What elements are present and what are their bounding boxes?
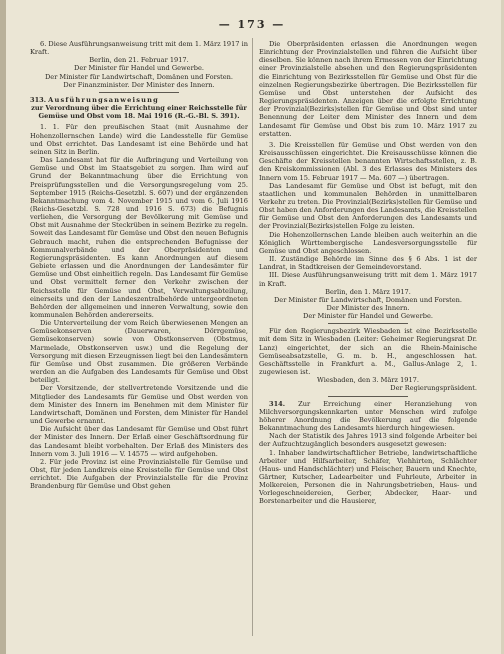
section-title: Ausführungsanweisung <box>48 95 159 104</box>
column-divider <box>252 38 253 636</box>
signature: Der Minister des Innern. <box>326 304 410 312</box>
section-subtitle: zur Verordnung über die Errichtung einer Reichsstelle für Gemüse und Obst vom 18. Mai 1916 (R.-G.-Bl. S. 391). <box>31 104 247 121</box>
paragraph: Die Hohenzollernschen Lande bleiben auch weiterhin an die Königlich Württembergische Landesversorgungsstelle für Gemüse und Obst angeschlossen. <box>259 230 477 255</box>
section-number: 313. <box>30 95 47 104</box>
paragraph: Nach der Statistik des Jahres 1913 sind folgende Arbeiter bei der Aufzuchtzugänglich besonders ausgesetzt gewesen: <box>259 432 477 449</box>
paragraph: Die Aufsicht über das Landesamt für Gemüse und Obst führt der Minister des Innern. Der Erlaß einer Geschäftsordnung für das Landesamt bleibt vorbehalten. Der Erlaß des Ministers des Innern vom 3. Juli 1916 — V. 14575 — wird aufgehoben. <box>30 425 248 458</box>
binding-spine <box>0 0 6 654</box>
paragraph: 2. Für jede Provinz ist eine Provinzialstelle für Gemüse und Obst, für jeden Landkreis eine Kreisstelle für Gemüse und Obst errichtet. Die Aufgaben der Provinzialstelle für die Provinz Brandenburg für Gemüse und Obst gehen <box>30 457 248 491</box>
paragraph-text: Zur Erreichung einer Heranziehung von Milchversorgungskennkarten unter Menschen wird zufolge höherer Anordnung die Bevölkerung auf die folgende Bekanntmachung des Landesamts hierdurch hingewiesen. <box>259 399 477 433</box>
paragraph: 3. Die Kreisstellen für Gemüse und Obst werden von den Kreisausschüssen eingerichtet. Die Kreisausschüsse können die Geschäfte der Kreisstellen benannten Wirtschaftsstellen, z. B. den Kreiskommissionen (Abl. 3 des Erlasses des Ministers des Innern vom 15. Februar 1917 — Ma. 607 —) übertragen. <box>259 140 477 182</box>
paragraph: Für den Regierungsbezirk Wiesbaden ist eine Bezirksstelle mit dem Sitz in Wiesbaden (Leiter: Geheimer Regierungsrat Dr. Lanz) eingerichtet, der sich an die Rhein-Mainische Gemüseabsatzstelle, G. m. b. H., angeschlossen hat. Geschäftsstelle in Frankfurt a. M., Gallus-Anlage 2, 1. zugewiesen ist. <box>259 327 477 377</box>
signature: Der Minister für Landwirtschaft, Domänen und Forsten. <box>274 295 462 304</box>
signature: Der Minister für Landwirtschaft, Domänen und Forsten. <box>45 72 233 81</box>
signature: Der Regierungspräsident. <box>390 384 477 393</box>
date-line: Wiesbaden, den 3. März 1917. <box>317 376 419 385</box>
section-rule <box>328 323 408 324</box>
signature: Der Finanzminister. Der Minister des Innern. <box>63 80 215 89</box>
signature: Der Minister für Handel und Gewerbe. <box>303 312 433 321</box>
paragraph: Die Unterverteilung der vom Reich überwiesenen Mengen an Gemüsekonserven (Dauerwaren, Dörrgemüse, Gemüsekonserven) sowie von Obstkonserven (Obstmus, Marmelade, Obstkonserven usw.) und die Regelung der Versorgung mit diesen Erzeugnissen liegt bei den Landesämtern für Gemüse und Obst zusammen. Die größeren Verbände werden an die Aufgaben des Landesamts für Gemüse und Obst beteiligt. <box>30 319 248 385</box>
paragraph: Der Vorsitzende, der stellvertretende Vorsitzende und die Mitglieder des Landesamts für Gemüse und Obst werden von dem Minister des Innern im Benehmen mit dem Minister für Landwirtschaft, Domänen und Forsten, dem Minister für Handel und Gewerbe ernannt. <box>30 384 248 426</box>
paragraph: III. Diese Ausführungsanweisung tritt mit dem 1. März 1917 in Kraft. <box>259 271 477 288</box>
section-number: 314. <box>269 399 286 408</box>
paragraph: Die Oberpräsidenten erlassen die Anordnungen wegen Einrichtung der Provinzialstellen und führen die Aufsicht über dieselben. Sie können nach ihrem Ermessen von der Einrichtung einer Provinzialstelle absehen und den Regierungspräsidenten die Einrichtung von Bezirksstellen für Gemüse und Obst für die einzelnen Regierungsbezirke übertragen. Die Bezirksstellen für Gemüse und Obst unterstehen der Aufsicht des Regierungspräsidenten. Anzeigen über die erfolgte Errichtung der Provinzial(Bezirks)stellen für Gemüse und Obst sind unter Benennung der Leiter dem Minister des Innern und dem Landesamt für Gemüse und Obst bis zum 10. März 1917 zu erstatten. <box>259 40 477 138</box>
date-line: Berlin, den 21. Februar 1917. <box>89 56 189 65</box>
signature: Der Minister für Handel und Gewerbe. <box>74 64 204 73</box>
right-column <box>259 40 477 506</box>
paragraph: Das Landesamt für Gemüse und Obst ist befugt, mit den staatlichen und kommunalen Behörden in unmittelbaren Verkehr zu treten. Die Provinzial(Bezirks)stellen für Gemüse und Obst haben den Anforderungen des Landesamts, die Kreisstellen für Gemüse und Obst den Anforderungen des Landesamts und der Provinzial(Bezirks)stellen Folge zu leisten. <box>259 181 477 231</box>
section-rule <box>99 92 179 93</box>
date-line: Berlin, den 1. März 1917. <box>325 287 411 296</box>
page-number: — 173 — <box>218 18 286 31</box>
paragraph: 6. Diese Ausführungsanweisung tritt mit dem 1. März 1917 in Kraft. <box>30 40 248 57</box>
section-rule <box>328 396 408 397</box>
section-heading <box>30 96 248 104</box>
paragraph: 1. 1. Für den preußischen Staat (mit Ausnahme der Hohenzollernschen Lande) wird die Landesstelle für Gemüse und Obst errichtet. Das Landesamt ist eine Behörde und hat seinen Sitz in Berlin. <box>30 123 248 156</box>
paragraph: II. Zuständige Behörde im Sinne des § 6 Abs. 1 ist der Landrat, in Stadtkreisen der Gemeindevorstand. <box>259 255 477 272</box>
paragraph <box>259 400 477 433</box>
paragraph: Das Landesamt hat für die Aufbringung und Verteilung von Gemüse und Obst im Staatsgebiet zu sorgen. Ihm wird auf Grund der Bekanntmachung über die Errichtung von Preisprüfungsstellen und die Versorgungsregelung vom 25. September 1915 (Reichs-Gesetzbl. S. 607) und der ergänzenden Bekanntmachung vom 4. November 1915 und vom 6. Juli 1916 (Reichs-Gesetzbl. S. 728 und 1916 S. 673) die Befugnis verliehen, die Versorgung der Bevölkerung mit Gemüse und Obst mit Ausnahme der Steckrüben in seinem Bezirke zu regeln. Soweit das Landesamt für Gemüse und Obst den neuen Befugnis Gebrauch macht, ruhen die entsprechenden Befugnisse der Kommunalverbände und der Oberpräsidenten und Regierungspräsidenten. Es kann Anordnungen auf diesem Gebiete erlassen und die Anordnungen der Landesämter für Gemüse und Obst einheitlich regeln. Das Landesamt für Gemüse und Obst vermittelt ferner den Verkehr zwischen der Reichsstelle für Gemüse und Obst, Verwaltungsabteilung, einerseits und den der Landeszentralbehörde untergeordneten Behörden der allgemeinen und inneren Verwaltung, sowie den kommunalen Behörden andererseits. <box>30 156 248 319</box>
paragraph: 1. Inhaber landwirtschaftlicher Betriebe, landwirtschaftliche Arbeiter und Hilfsarbeiter, Schäfer, Viehhirten, Schlächter (Haus- und Handschlächter) und Fleischer, Bauern und Knechte, Gärtner, Kutscher, Ladearbeiter und Fuhrleute, Arbeiter in Molkereien, Personen die in Nahrungsbetrieben, Haus- und Vorlegeschneidereien, Gerber, Abdecker, Haar- und Borstenarbeiter und die Hausierer, <box>259 448 477 506</box>
left-column <box>30 40 248 490</box>
